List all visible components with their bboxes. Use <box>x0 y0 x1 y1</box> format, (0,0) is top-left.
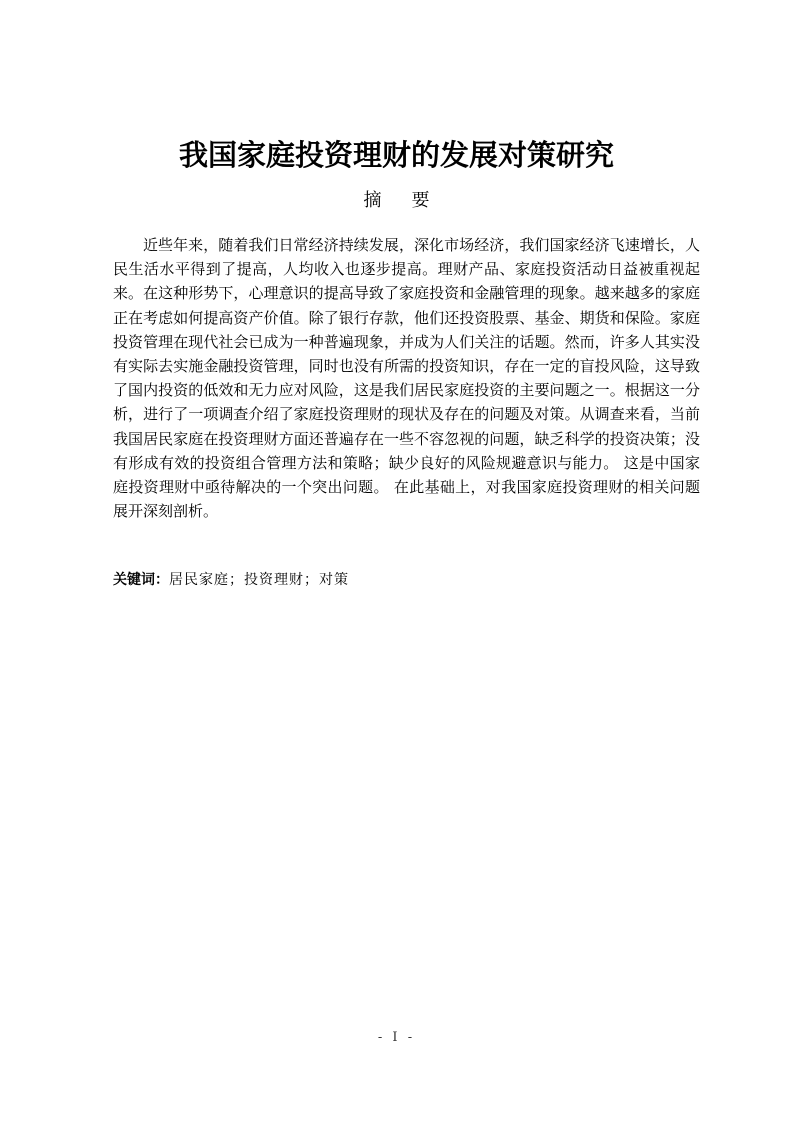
page-number: - I - <box>377 1030 416 1045</box>
abstract-heading: 摘要 <box>363 190 460 211</box>
document-title: 我国家庭投资理财的发展对策研究 <box>178 138 614 172</box>
keywords-line <box>113 569 349 589</box>
keywords-label: 关键词： <box>113 572 169 588</box>
abstract-body: 近些年来，随着我们日常经济持续发展，深化市场经济，我们国家经济飞速增长，人民生活水平得到了提高，人均收入也逐步提高。理财产品、家庭投资活动日益被重视起来。在这种形势下，心理意识的提高导致了家庭投资和金融管理的现象。越来越多的家庭正在考虑如何提高资产价值。除了银行存款，他们还投资股票、基金、期货和保险。家庭投资管理在现代社会已成为一种普遍现象，并成为人们关注的话题。然而，许多人其实没有实际去实施金融投资管理，同时也没有所需的投资知识，存在一定的盲投风险，这导致了国内投资的低效和无力应对风险，这是我们居民家庭投资的主要问题之一。根据这一分析，进行了一项调查介绍了家庭投资理财的现状及存在的问题及对策。从调查来看，当前我国居民家庭在投资理财方面还普遍存在一些不容忽视的问题，缺乏科学的投资决策；没有形成有效的投资组合管理方法和策略；缺少良好的风险规避意识与能力。 这是中国家庭投资理财中亟待解决的一个突出问题。 在此基础上，对我国家庭投资理财的相关问题展开深刻剖析。 <box>113 236 700 521</box>
keywords-text: 居民家庭；投资理财；对策 <box>169 572 349 588</box>
